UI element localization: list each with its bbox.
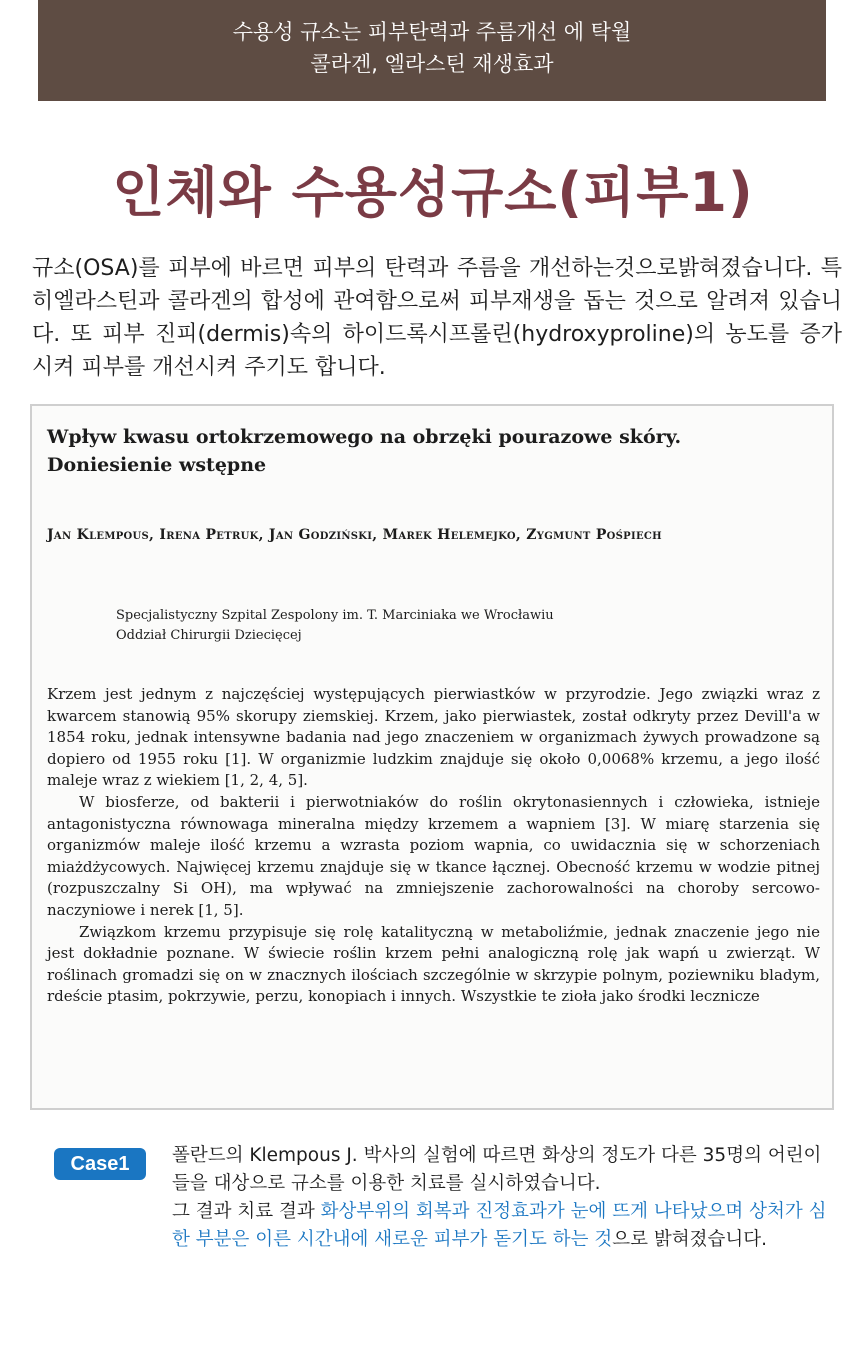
paper-title-line-1: Wpływ kwasu ortokrzemowego na obrzęki pourazowe skóry. [47,426,682,448]
paper-body [47,684,820,1008]
paper-institution-line-1: Specjalistyczny Szpital Zespolony im. T. Marciniaka we Wrocławiu [116,608,554,623]
paper-authors: Jan Klempous, Irena Petruk, Jan Godziński, Marek Helemejko, Zygmunt Pośpiech [47,527,662,543]
top-banner [38,0,826,101]
case-badge: Case1 [54,1148,146,1180]
case-text-prefix: 그 결과 치료 결과 [172,1201,321,1222]
case-text-suffix: 으로 밝혀졌습니다. [612,1229,767,1250]
paper-institution [116,606,796,646]
banner-line-2: 콜라겐, 엘라스틴 재생효과 [310,52,554,76]
paper-institution-line-2: Oddział Chirurgii Dziecięcej [116,628,302,643]
case-text-line-1: 폴란드의 Klempous J. 박사의 실험에 따르면 화상의 정도가 다른 35명의 어린이들을 대상으로 규소를 이용한 치료를 실시하였습니다. [172,1145,822,1194]
paper-paragraph-1: Krzem jest jednym z najczęściej występujących pierwiastków w przyrodzie. Jego związki wraz z kwarcem stanowią 95% skorupy ziemskiej. Krzem, jako pierwiastek, został odkryty przez Devill'a w 1854 roku, jednak intensywne badania nad jego znaczeniem w organizmach żywych prowadzone są dopiero od 1955 roku [1]. W organizmie ludzkim znajduje się około 0,0068% krzemu, a jego ilość maleje wraz z wiekiem [1, 2, 4, 5]. [47,685,820,790]
intro-paragraph: 규소(OSA)를 피부에 바르면 피부의 탄력과 주름을 개선하는것으로밝혀졌습니다. 특히엘라스틴과 콜라겐의 합성에 관여함으로써 피부재생을 돕는 것으로 알려져 있습니다. 또 피부 진피(dermis)속의 하이드록시프롤린(hydroxyproline)의 농도를 증가시켜 피부를 개선시켜 주기도 합니다. [32,256,842,380]
case-text-line-2 [172,1198,832,1254]
banner-line-1: 수용성 규소는 피부탄력과 주름개선 에 탁월 [232,20,632,44]
case-description [172,1142,832,1254]
page-title: 인체와 수용성규소(피부1) [112,161,754,224]
paper-title [47,423,817,479]
paper-paragraph-3: Związkom krzemu przypisuje się rolę katalityczną w metaboliźmie, jednak znaczenie jego nie jest dokładnie poznane. W świecie roślin krzem pełni analogiczną rolę jak wapń u zwierząt. W roślinach gromadzi się on w znacznych ilościach szczególnie w skrzypie polnym, poziewniku bladym, rdeście ptasim, pokrzywie, perzu, konopiach i innych. Wszystkie te zioła jako środki lecznicze [47,922,820,1006]
paper-paragraph-2: W biosferze, od bakterii i pierwotniaków do roślin okrytonasiennych i człowieka, istnieje antagonistyczna równowaga mineralna między krzemem a wapniem [3]. W miarę starzenia się organizmów maleje ilość krzemu a wzrasta poziom wapnia, co uwidacznia się w schorzeniach miażdżycowych. Najwięcej krzemu znajduje się w tkance łącznej. Obecność krzemu w wodzie pitnej (rozpuszczalny Si OH), ma wpływać na zmniejszenie zachorowalności na choroby sercowo-naczyniowe i nerek [1, 5]. [47,792,820,919]
paper-excerpt-image [30,404,834,1110]
paper-title-line-2: Doniesienie wstępne [47,454,267,476]
case-text-highlight: 화상부위의 회복과 진정효과가 눈에 뜨게 나타났으며 상처가 심한 부분은 이른 시간내에 새로운 피부가 돋기도 하는 것 [172,1201,827,1250]
